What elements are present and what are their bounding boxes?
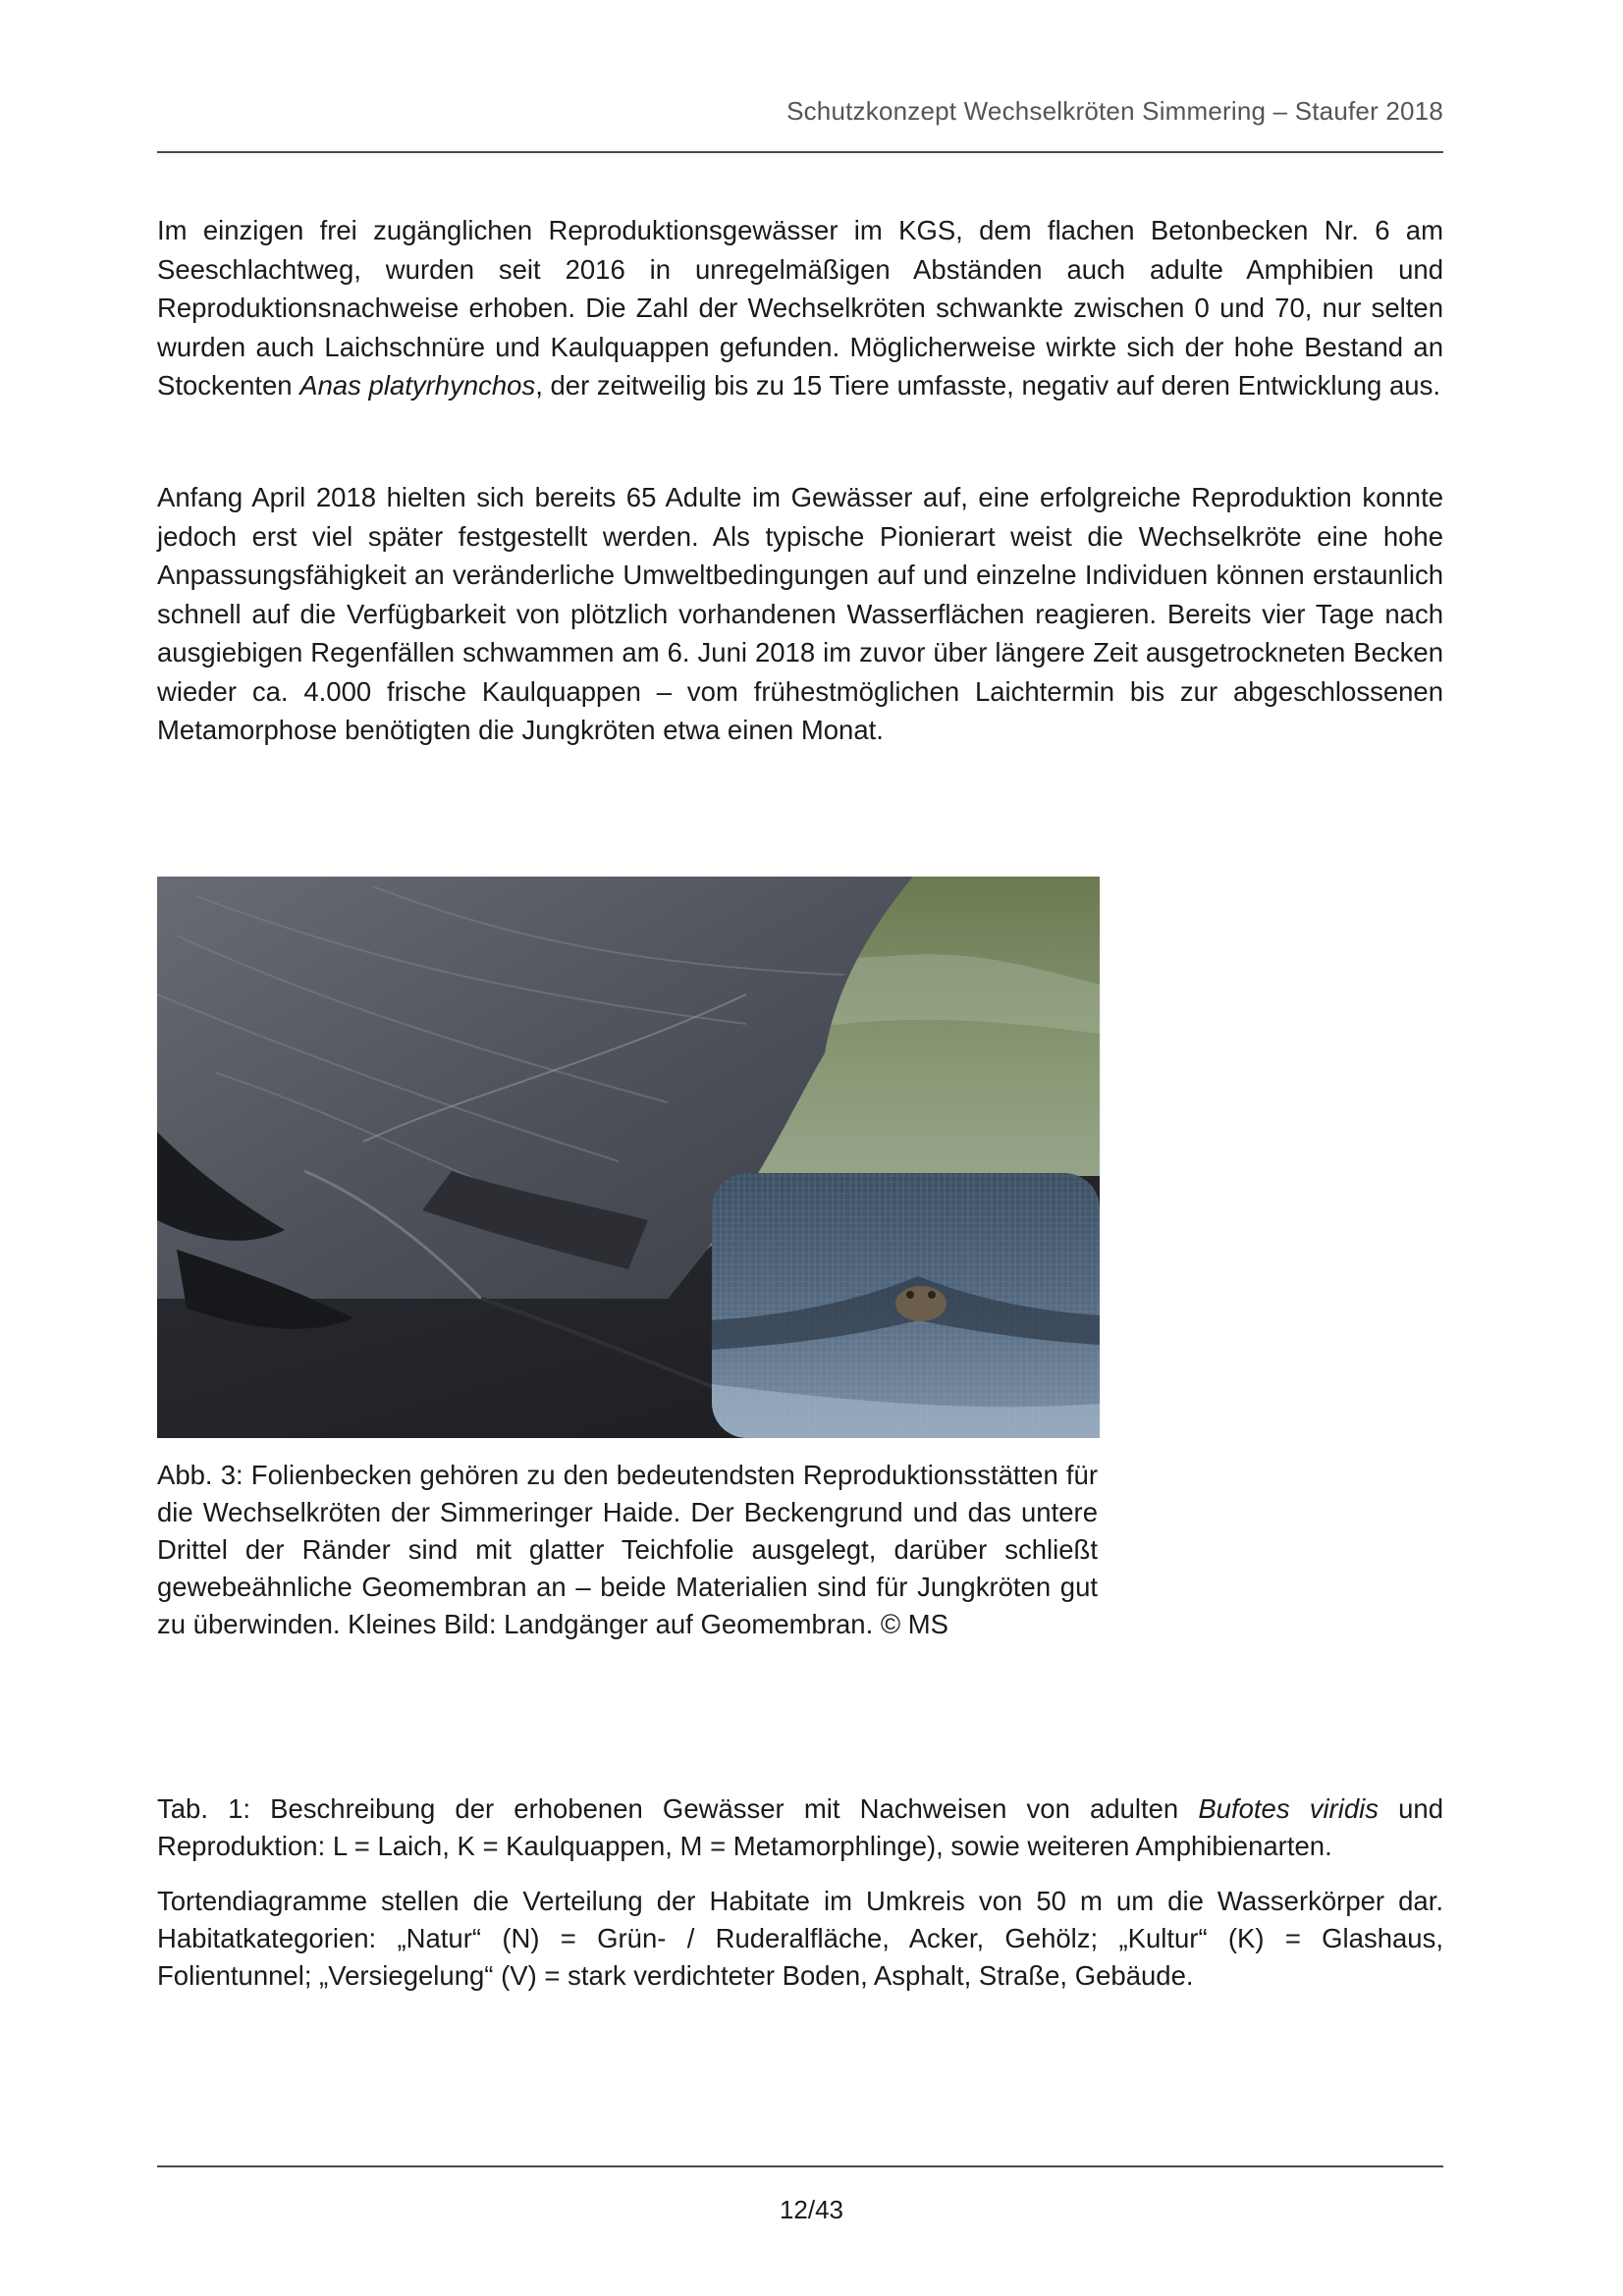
header-rule bbox=[157, 151, 1443, 153]
pie-chart-note: Tortendiagramme stellen die Verteilung der Habitate im Umkreis von 50 m um die Wasserkörper dar. Habitatkategorien: „Natur“ (N) = Grün- / Ruderalfläche, Acker, Gehölz; „Kultur“ (K) = Glashaus, Folientunnel; „Versiegelung“ (V) = stark verdichteter Boden, Asphalt, Straße, Gebäude. bbox=[157, 1886, 1443, 1991]
paragraph-1-text-b: , der zeitweilig bis zu 15 Tiere umfasste, negativ auf deren Entwicklung aus. bbox=[535, 370, 1440, 400]
page-number: 12/43 bbox=[779, 2195, 844, 2224]
body-paragraph-2: Anfang April 2018 hielten sich bereits 65 Adulte im Gewässer auf, eine erfolgreiche Reproduktion konnte jedoch erst viel später festgestellt werden. Als typische Pionierart weist die Wechselkröte eine hohe Anpassungsfähigkeit an veränderliche Umweltbedingungen auf und einzelne Individuen können erstaunlich schnell auf die Verfügbarkeit von plötzlich vorhandenen Wasserflächen reagieren. Bereits vier Tage nach ausgiebigen Regenfällen schwammen am 6. Juni 2018 im zuvor über längere Zeit ausgetrockneten Becken wieder ca. 4.000 frische Kaulquappen – vom frühestmöglichen Laichtermin bis zur abgeschlossenen Metamorphose benötigten die Jungkröten etwa einen Monat. bbox=[157, 482, 1443, 745]
paragraph-1-text-a: Im einzigen frei zugänglichen Reproduktionsgewässer im KGS, dem flachen Betonbecken Nr. 6 am Seeschlachtweg, wurden seit 2016 in unregelmäßigen Abständen auch adulte Amphibien und Reproduktionsnachweise erhoben. Die Zahl der Wechselkröten schwankte zwischen 0 und 70, nur selten wurden auch Laichschnüre und Kaulquappen gefunden. Möglicherweise wirkte sich der hohe Bestand an Stockenten bbox=[157, 215, 1443, 400]
table-caption bbox=[157, 1790, 1443, 1865]
table-caption-text-a: Tab. 1: Beschreibung der erhobenen Gewässer mit Nachweisen von adulten bbox=[157, 1793, 1199, 1824]
running-header: Schutzkonzept Wechselkröten Simmering – Staufer 2018 bbox=[786, 96, 1443, 126]
body-paragraph-1 bbox=[157, 211, 1443, 405]
footer-rule bbox=[157, 2165, 1443, 2167]
species-name-anas: Anas platyrhynchos bbox=[299, 370, 536, 400]
species-name-bufotes: Bufotes viridis bbox=[1198, 1793, 1379, 1824]
pond-liner-photo bbox=[157, 877, 1100, 1438]
figure-caption: Abb. 3: Folienbecken gehören zu den bedeutendsten Reproduktionsstätten für die Wechselkröten der Simmeringer Haide. Der Beckengrund und das untere Drittel der Ränder sind mit glatter Teichfolie ausgelegt, darüber schließt gewebeähnliche Geomembran an – beide Materialien sind für Jungkröten gut zu überwinden. Kleines Bild: Landgänger auf Geomembran. © MS bbox=[157, 1460, 1098, 1639]
table-caption-text-b: und Reproduktion: L = Laich, K = Kaulquappen, M = Metamorphlinge), sowie weiteren Amphibienarten. bbox=[157, 1793, 1443, 1861]
toad-inset-photo bbox=[712, 1173, 1100, 1438]
toad-icon bbox=[895, 1286, 947, 1321]
